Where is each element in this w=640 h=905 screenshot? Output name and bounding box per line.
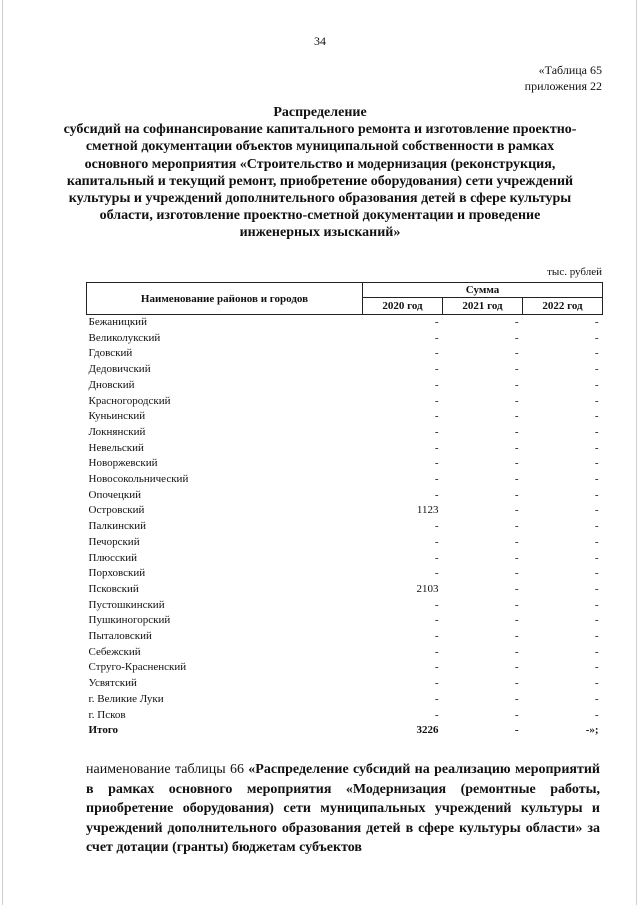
value-2020: - (434, 331, 439, 344)
value-2021: - (514, 347, 519, 360)
district-name: Островский (88, 504, 145, 517)
table-row (87, 582, 603, 598)
header-sum: Сумма (363, 283, 603, 298)
value-2022: - (594, 457, 599, 470)
district-name: Опочецкий (88, 488, 141, 501)
value-2021: - (514, 316, 519, 328)
value-2022: - (594, 410, 599, 423)
value-2020: - (434, 316, 439, 328)
table-row (87, 394, 603, 410)
district-name: Палкинский (88, 520, 147, 533)
value-2022: - (594, 473, 599, 486)
district-name: Красногородский (88, 394, 171, 407)
distribution-table (86, 282, 603, 739)
value-2022: - (594, 630, 599, 643)
district-name: г. Великие Луки (88, 692, 164, 705)
value-2021: - (514, 614, 519, 627)
value-2020: - (434, 645, 439, 658)
district-name: Пушкиногорский (88, 614, 171, 627)
value-2021: - (514, 582, 519, 595)
value-2022: - (594, 582, 599, 595)
paragraph-lead: наименование таблицы 66 (86, 762, 249, 777)
value-2022: - (594, 504, 599, 517)
value-2022: - (594, 645, 599, 658)
value-2021: - (514, 661, 519, 674)
value-2022: - (594, 661, 599, 674)
table-row (87, 676, 603, 692)
district-name: Себежский (88, 645, 141, 658)
value-2020: 2103 (416, 582, 439, 595)
district-name: Псковский (88, 582, 139, 595)
table-row (87, 519, 603, 535)
district-name: Пустошкинский (88, 598, 165, 611)
value-2022: - (594, 488, 599, 501)
header-year-2021: 2021 год (443, 298, 523, 315)
table-row (87, 441, 603, 457)
value-2021: - (514, 378, 519, 391)
district-name: Бежаницкий (88, 316, 147, 328)
value-2022: - (594, 347, 599, 360)
value-2021: - (514, 677, 519, 690)
value-2020: - (434, 692, 439, 705)
value-2020: - (434, 535, 439, 548)
value-2020: - (434, 614, 439, 627)
value-2022: - (594, 425, 599, 438)
district-name: Новоржевский (88, 457, 158, 470)
value-2021: - (514, 504, 519, 517)
value-2021: - (514, 708, 519, 721)
table-row (87, 660, 603, 676)
table-row (87, 378, 603, 394)
total-2020: 3226 (416, 724, 439, 737)
table-row (87, 645, 603, 661)
value-2022: - (594, 677, 599, 690)
value-2021: - (514, 410, 519, 423)
value-2021: - (514, 692, 519, 705)
value-2021: - (514, 598, 519, 611)
district-name: Порховский (88, 567, 146, 580)
district-name: Великолукский (88, 331, 161, 344)
value-2020: - (434, 708, 439, 721)
value-2021: - (514, 488, 519, 501)
value-2022: - (594, 614, 599, 627)
table-row (87, 692, 603, 708)
value-2020: - (434, 457, 439, 470)
value-2022: - (594, 535, 599, 548)
paragraph-bold: «Распределение субсидий на реализацию мероприятий в рамках основного мероприятия «Модернизация (ремонтные работы, приобретение оборудования) сети муниципальных учреждений культуры и учреждений дополнительного образования детей в сфере культуры области» за счет дотации (гранты) бюджетам субъектов (86, 762, 600, 855)
value-2021: - (514, 630, 519, 643)
value-2021: - (514, 331, 519, 344)
value-2021: - (514, 441, 519, 454)
table-row (87, 346, 603, 362)
table-row (87, 708, 603, 724)
title-body: субсидий на софинансирование капитального ремонта и изготовление проектно-сметной документации объектов муниципальной собственности в рамках основного мероприятия «Строительство и модернизация (реконструкция, капитальный и текущий ремонт, приобретение оборудования) сети учреждений культуры и учреждений дополнительного образования детей в сфере культуры области, изготовление проектно-сметной документации и проведение инженерных изысканий» (63, 122, 577, 241)
table-row (87, 566, 603, 582)
table-body (87, 315, 603, 739)
district-name: Дновский (88, 378, 135, 391)
value-2020: - (434, 473, 439, 486)
value-2022: - (594, 441, 599, 454)
document-title (60, 104, 580, 242)
value-2020: - (434, 410, 439, 423)
value-2020: - (434, 630, 439, 643)
value-2020: - (434, 598, 439, 611)
header-name: Наименование районов и городов (87, 283, 363, 315)
table-row (87, 456, 603, 472)
table-row (87, 362, 603, 378)
value-2020: - (434, 378, 439, 391)
table-row (87, 598, 603, 614)
header-year-2020: 2020 год (363, 298, 443, 315)
value-2020: - (434, 551, 439, 564)
value-2022: - (594, 598, 599, 611)
value-2020: - (434, 347, 439, 360)
district-name: Новосокольнический (88, 473, 189, 486)
value-2021: - (514, 535, 519, 548)
value-2021: - (514, 394, 519, 407)
district-name: Куньинский (88, 410, 146, 423)
value-2022: - (594, 316, 599, 328)
value-2020: - (434, 677, 439, 690)
value-2022: - (594, 394, 599, 407)
value-2020: - (434, 520, 439, 533)
value-2021: - (514, 645, 519, 658)
value-2020: - (434, 394, 439, 407)
value-2021: - (514, 457, 519, 470)
district-name: Пыталовский (88, 630, 152, 643)
table-reference-line2: приложения 22 (524, 79, 602, 93)
table-row (87, 613, 603, 629)
district-name: Печорский (88, 535, 140, 548)
table-row (87, 488, 603, 504)
value-2021: - (514, 567, 519, 580)
table-reference-line1: «Таблица 65 (538, 63, 602, 77)
value-2021: - (514, 551, 519, 564)
value-2021: - (514, 425, 519, 438)
value-2020: 1123 (416, 504, 439, 517)
amendment-paragraph (86, 760, 600, 858)
table-row (87, 551, 603, 567)
value-2020: - (434, 661, 439, 674)
district-name: Локнянский (88, 425, 146, 438)
total-label: Итого (88, 724, 119, 737)
table-row (87, 425, 603, 441)
value-2022: - (594, 708, 599, 721)
value-2020: - (434, 363, 439, 376)
table-row (87, 503, 603, 519)
total-row (87, 723, 603, 739)
value-2021: - (514, 473, 519, 486)
district-name: г. Псков (88, 708, 126, 721)
value-2021: - (514, 520, 519, 533)
table-row (87, 472, 603, 488)
table-row (87, 629, 603, 645)
district-name: Плюсский (88, 551, 138, 564)
value-2022: - (594, 378, 599, 391)
district-name: Дедовичский (88, 363, 151, 376)
table-row (87, 315, 603, 331)
table-reference (525, 62, 602, 94)
value-2022: - (594, 363, 599, 376)
table-row (87, 535, 603, 551)
total-2021: - (514, 724, 519, 737)
value-2020: - (434, 441, 439, 454)
value-2020: - (434, 567, 439, 580)
header-year-2022: 2022 год (523, 298, 603, 315)
value-2022: - (594, 551, 599, 564)
value-2022: - (594, 331, 599, 344)
value-2020: - (434, 488, 439, 501)
table-row (87, 331, 603, 347)
district-name: Струго-Красненский (88, 661, 187, 674)
units-label: тыс. рублей (547, 266, 602, 278)
district-name: Гдовский (88, 347, 133, 360)
value-2022: - (594, 520, 599, 533)
value-2022: - (594, 692, 599, 705)
scan-edge-right (636, 0, 637, 905)
page-number: 34 (314, 34, 326, 48)
table-row (87, 409, 603, 425)
total-2022: -»; (585, 724, 599, 737)
value-2022: - (594, 567, 599, 580)
district-name: Усвятский (88, 677, 137, 690)
scan-edge-left (2, 0, 3, 905)
value-2021: - (514, 363, 519, 376)
district-name: Невельский (88, 441, 144, 454)
value-2020: - (434, 425, 439, 438)
title-heading: Распределение (273, 105, 367, 120)
